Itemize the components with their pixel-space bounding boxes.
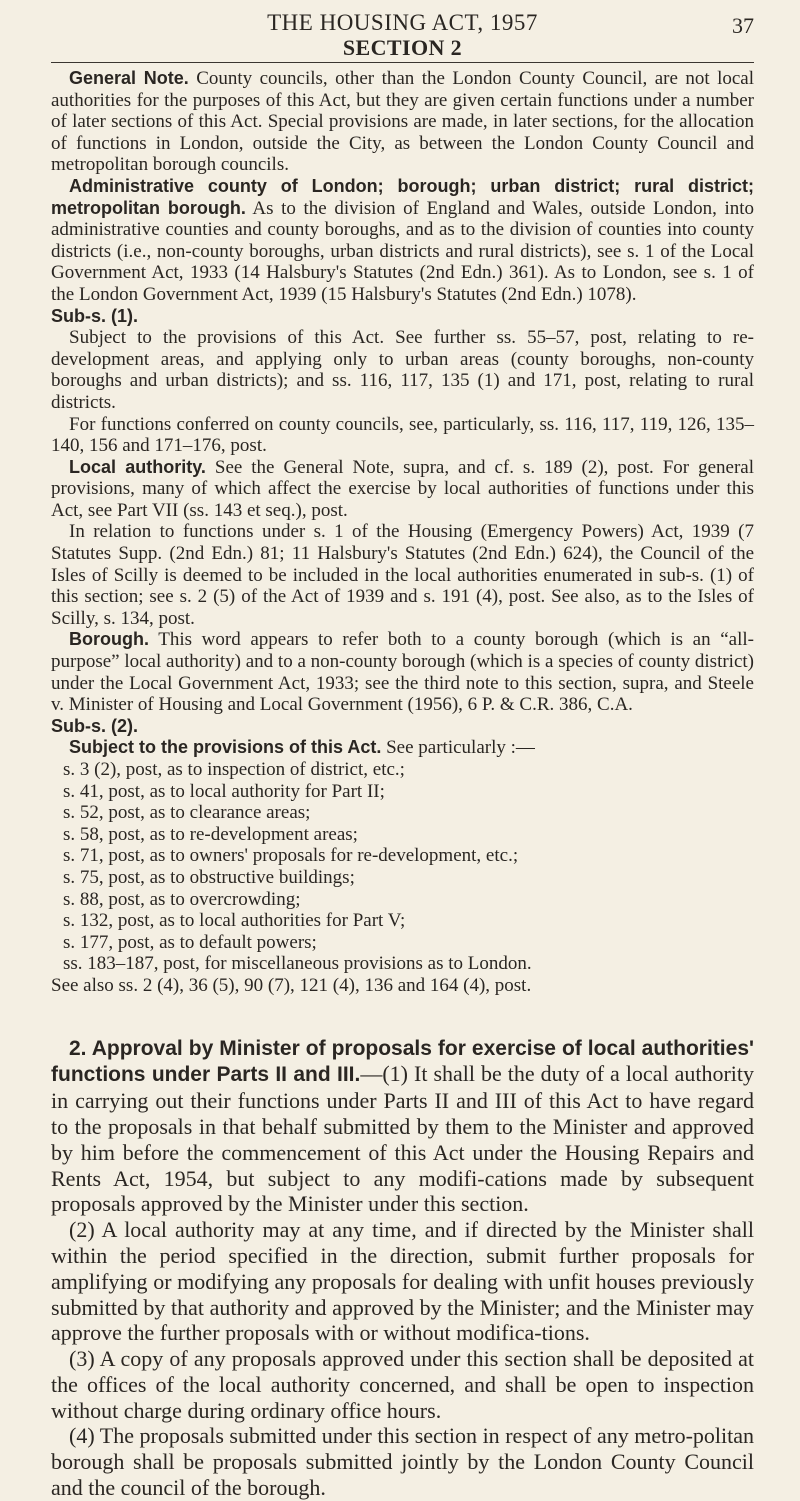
county-council-functions-note: For functions conferred on county councils, see, particularly, ss. 116, 117, 119, 126, 135–140, 156 and 171–176, post. [51, 413, 754, 457]
list-item: s. 58, post, as to re-development areas; [63, 823, 358, 845]
general-note-text: County councils, other than the London County Council, are not local authorities for the purposes of this Act, but they are given certain functions under a number of later sections of this Act. Special provisions are made, in later sections, for the allocation of functions in London, outside the City, as between the London County Council and metropolitan borough councils. [51, 68, 754, 176]
list-item: s. 88, post, as to overcrowding; [63, 888, 301, 910]
list-item: s. 52, post, as to clearance areas; [63, 802, 311, 824]
section-reference-list [51, 759, 754, 975]
administrative-note-lead: Administrative county of London; borough; urban district; rural district; metropolitan borough. [51, 175, 754, 218]
administrative-note-text: As to the division of England and Wales, outside London, into administrative counties and county boroughs, and as to the division of counties into county districts (i.e., non-county boroughs, urban districts and rural districts), see s. 1 of the Local Government Act, 1933 (14 Halsbury's Statutes (2nd Edn.) 361). As to London, see s. 1 of the London Government Act, 1939 (15 Halsbury's Statutes (2nd Edn.) 1078). [51, 197, 755, 305]
local-authority-text: See the General Note, supra, and cf. s. 189 (2), post. For general provisions, many of which affect the exercise by local authorities of functions under this Act, see Part VII (ss. 143 et seq.), post. [51, 456, 755, 521]
statute-subsection-1-text: —(1) It shall be the duty of a local authority in carrying out their functions under Parts II and III of this Act to have regard to the proposals in that behalf submitted by them to the Minister and approved by him before the commencement of this Act under the Housing Repairs and Rents Act, 1954, but subject to any modifi-cations made by subsequent proposals approved by the Minister under this section. [51, 1061, 754, 1217]
local-authority-note [51, 457, 754, 522]
statute-subsection-3: (3) A copy of any proposals approved under this section shall be deposited at the offices of the local authority concerned, and shall be open to inspection without charge during ordinary office hours. [51, 1346, 754, 1423]
borough-text: This word appears to refer both to a county borough (which is an “all-purpose” local authority) and to a non-county borough (which is a species of county district) under the Local Government Act, 1933; see the third note to this section, supra, and Steele v. Minister of Housing and Local Government (1956), 6 P. & C.R. 386, C.A. [51, 629, 754, 716]
general-note [51, 68, 754, 176]
header-rule [51, 62, 754, 63]
list-item: s. 75, post, as to obstructive buildings; [63, 866, 355, 888]
subsection-1-heading: Sub-s. (1). [51, 305, 139, 326]
administrative-note [51, 176, 754, 306]
statute-subsection-4: (4) The proposals submitted under this section in respect of any metro-politan borough shall be proposals submitted jointly by the London County Council and the council of the borough. [51, 1423, 754, 1501]
section-heading: SECTION 2 [342, 35, 463, 60]
local-authority-lead: Local authority. [69, 456, 206, 477]
annotation-notes [51, 68, 754, 997]
act-title: THE HOUSING ACT, 1957 [267, 10, 538, 35]
borough-note [51, 629, 754, 715]
isles-of-scilly-note: In relation to functions under s. 1 of the Housing (Emergency Powers) Act, 1939 (7 Statutes Supp. (2nd Edn.) 81; 11 Halsbury's Statutes (2nd Edn.) 624), the Council of the Isles of Scilly is deemed to be included in the local authorities enumerated in sub-s. (1) of this section; see s. 2 (5) of the Act of 1939 and s. 191 (4), post. See also, as to the Isles of Scilly, s. 134, post. [51, 521, 754, 629]
see-also-note: See also ss. 2 (4), 36 (5), 90 (7), 121 (4), 136 and 164 (4), post. [51, 974, 532, 996]
borough-lead: Borough. [69, 629, 149, 650]
list-item: s. 3 (2), post, as to inspection of district, etc.; [63, 759, 405, 780]
statute-subsection-2: (2) A local authority may at any time, and if directed by the Minister shall within the period specified in the direction, submit further proposals for amplifying or modifying any proposals for dealing with unfit houses previously submitted by that authority and approved by the Minister; and the Minister may approve the further proposals with or without modifica-tions. [51, 1217, 754, 1346]
list-item: s. 177, post, as to default powers; [63, 931, 317, 953]
list-item: s. 41, post, as to local authority for Part II; [63, 780, 385, 802]
page-number: 37 [732, 13, 754, 38]
subsection-2-intro [51, 737, 754, 759]
running-head [51, 10, 754, 60]
general-note-lead: General Note. [69, 68, 189, 88]
statute-section-heading: 2. Approval by Minister of proposals for exercise of local authorities' functions under Parts II and III. [51, 1036, 754, 1087]
subsection-2-heading: Sub-s. (2). [51, 715, 139, 736]
subsection-2-intro-text: See particularly :— [386, 737, 535, 759]
list-item: s. 71, post, as to owners' proposals for re-development, etc.; [63, 845, 519, 867]
list-item: s. 132, post, as to local authorities for Part V; [63, 910, 406, 932]
list-item: ss. 183–187, post, for miscellaneous provisions as to London. [63, 953, 532, 975]
subsection-1-note: Subject to the provisions of this Act. See further ss. 55–57, post, relating to re-development areas, and applying only to urban areas (county boroughs, non-county boroughs and urban districts); and ss. 116, 117, 135 (1) and 171, post, relating to rural districts. [51, 327, 754, 413]
subsection-2-intro-lead: Subject to the provisions of this Act. [69, 737, 382, 758]
statute-subsection-1 [51, 1035, 754, 1218]
statute-text [51, 1035, 754, 1501]
